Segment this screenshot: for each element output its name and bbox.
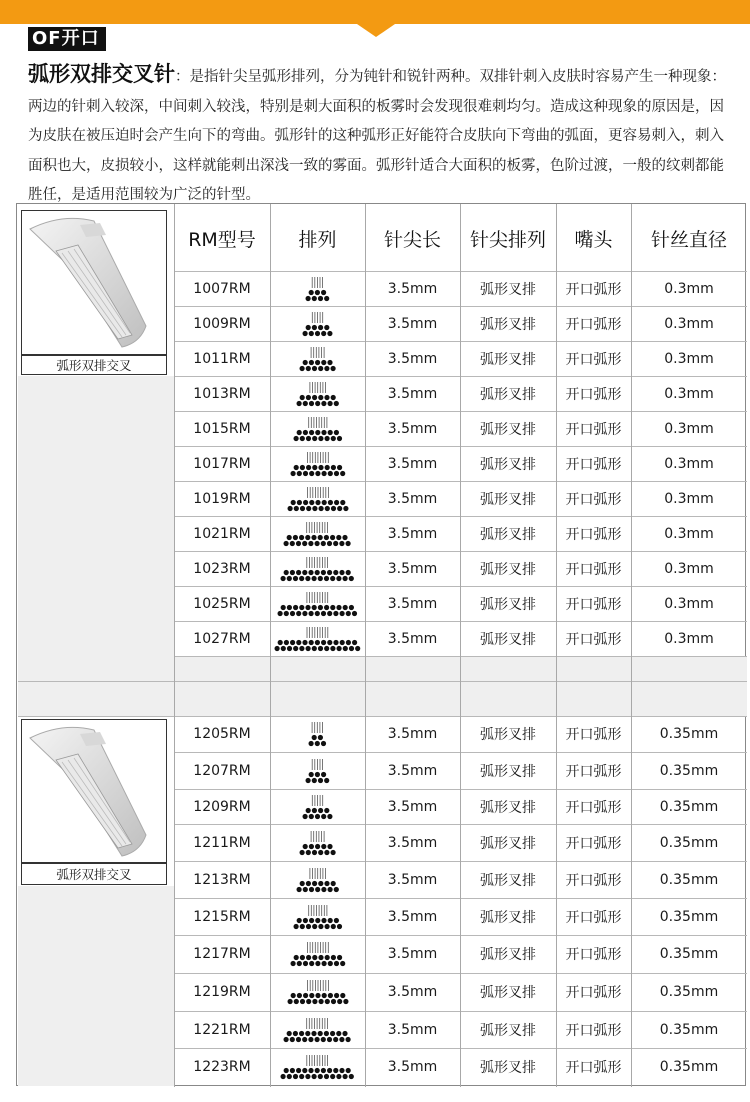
tip-length: 3.5mm <box>387 280 438 297</box>
needle-config-icon <box>303 757 332 785</box>
tip-length: 3.5mm <box>387 726 438 742</box>
needle-diameter: 0.35mm <box>659 762 719 779</box>
tip-length: 3.5mm <box>387 385 438 402</box>
needle-arrangement <box>270 306 365 341</box>
tip-type: 开口弧形 <box>565 763 622 780</box>
needle-diameter: 0.35mm <box>659 1021 719 1038</box>
model-number: 1219RM <box>193 984 251 1000</box>
tip-arrangement: 弧形叉排 <box>480 909 536 926</box>
tip-length: 3.5mm <box>387 1021 438 1038</box>
needle-config-icon <box>288 450 348 478</box>
needle-diameter: 0.35mm <box>659 946 719 962</box>
tip-length: 3.5mm <box>387 315 438 332</box>
tip-type: 开口弧形 <box>565 985 622 1001</box>
needle-diameter: 0.3mm <box>664 315 714 332</box>
intro-text: ：是指针尖呈弧形排列，分为钝针和锐针两种。双排针刺入皮肤时容易产生一种现象：两边的针刺入较深，中间刺入较浅，特别是刺大面积的板雾时会发现很难刺均匀。造成这种现象的原因是，因为皮肤在被压迫时会产生向下的弯曲。弧形针的这种弧形正好能符合皮肤向下弯曲的弧面，更容易刺入，刺入面积也大，皮损较小，这样就能刺出深浅一致的雾面。弧形针适合大面积的板雾，色阶过渡，一般的纹刺都能胜任，是适用范围较为广泛的针型。 <box>28 69 726 203</box>
tip-type: 开口弧形 <box>565 281 622 298</box>
needle-arrangement <box>270 341 365 376</box>
tip-arrangement: 弧形叉排 <box>480 1060 536 1076</box>
tip-arrangement: 弧形叉排 <box>480 456 536 473</box>
needle-arrangement <box>270 789 365 824</box>
left-gray-panel-top <box>18 376 174 681</box>
needle-diameter: 0.35mm <box>659 984 719 1000</box>
tip-type: 开口弧形 <box>565 351 622 368</box>
needle-diameter: 0.35mm <box>659 834 719 851</box>
needle-config-icon <box>300 310 335 338</box>
needle-config-icon <box>288 940 348 968</box>
model-number: 1215RM <box>193 908 251 925</box>
needle-config-icon <box>278 555 356 583</box>
needle-config-icon <box>285 978 351 1006</box>
needle-config-icon <box>291 903 345 931</box>
needle-arrangement <box>270 446 365 481</box>
needle-cartridge-image <box>22 211 166 354</box>
tip-type: 开口弧形 <box>565 526 622 543</box>
section-badge: OF开口 <box>28 27 106 51</box>
tip-arrangement: 弧形叉排 <box>480 491 536 508</box>
column-header: 排列 <box>298 229 337 251</box>
tip-length: 3.5mm <box>387 762 438 779</box>
model-number: 1213RM <box>193 871 251 888</box>
model-number: 1023RM <box>193 560 251 577</box>
model-number: 1025RM <box>193 595 251 612</box>
needle-arrangement <box>270 1011 365 1048</box>
needle-config-icon <box>294 866 341 894</box>
model-number: 1207RM <box>193 762 251 779</box>
needle-config-icon <box>285 485 351 513</box>
needle-diameter: 0.3mm <box>664 420 714 437</box>
tip-length: 3.5mm <box>387 630 438 647</box>
tip-arrangement: 弧形叉排 <box>480 1022 536 1039</box>
needle-diameter: 0.3mm <box>664 455 714 472</box>
tip-length: 3.5mm <box>387 595 438 612</box>
needle-config-icon <box>297 345 338 373</box>
needle-arrangement <box>270 586 365 621</box>
tip-type: 开口弧形 <box>565 421 622 438</box>
tip-length: 3.5mm <box>387 984 438 1000</box>
needle-arrangement <box>270 824 365 861</box>
needle-config-icon <box>291 415 345 443</box>
tip-length: 3.5mm <box>387 1059 438 1075</box>
column-header: 针丝直径 <box>650 229 727 251</box>
top-accent-bar <box>0 0 750 24</box>
needle-diameter: 0.3mm <box>664 385 714 402</box>
tip-length: 3.5mm <box>387 350 438 367</box>
model-number: 1209RM <box>193 798 251 815</box>
tip-type: 开口弧形 <box>565 909 622 926</box>
model-number: 1221RM <box>193 1021 251 1038</box>
model-number: 1009RM <box>193 315 251 332</box>
model-number: 1211RM <box>193 834 251 851</box>
needle-diameter: 0.3mm <box>664 595 714 612</box>
tip-type: 开口弧形 <box>565 835 622 852</box>
tip-arrangement: 弧形叉排 <box>480 985 536 1001</box>
tip-arrangement: 弧形叉排 <box>480 799 536 816</box>
model-number: 1021RM <box>193 525 251 542</box>
tip-arrangement: 弧形叉排 <box>480 727 536 743</box>
tip-length: 3.5mm <box>387 420 438 437</box>
needle-config-icon <box>275 590 360 618</box>
top-accent-notch <box>357 24 395 37</box>
tip-type: 开口弧形 <box>565 799 622 816</box>
needle-arrangement <box>270 898 365 935</box>
model-number: 1027RM <box>193 630 251 647</box>
tip-type: 开口弧形 <box>565 727 622 743</box>
needle-arrangement <box>270 621 365 656</box>
tip-arrangement: 弧形叉排 <box>480 596 536 613</box>
tip-type: 开口弧形 <box>565 1060 622 1076</box>
tip-length: 3.5mm <box>387 455 438 472</box>
product-caption: 弧形双排交叉 <box>21 355 167 375</box>
product-caption: 弧形双排交叉 <box>21 863 167 885</box>
tip-type: 开口弧形 <box>565 491 622 508</box>
intro-paragraph <box>28 60 736 211</box>
needle-config-icon <box>297 829 338 857</box>
needle-diameter: 0.35mm <box>659 798 719 815</box>
tip-type: 开口弧形 <box>565 872 622 889</box>
tip-type: 开口弧形 <box>565 456 622 473</box>
needle-diameter: 0.3mm <box>664 350 714 367</box>
needle-config-icon <box>300 793 335 821</box>
tip-arrangement: 弧形叉排 <box>480 281 536 298</box>
tip-type: 开口弧形 <box>565 561 622 578</box>
tip-arrangement: 弧形叉排 <box>480 561 536 578</box>
tip-arrangement: 弧形叉排 <box>480 351 536 368</box>
tip-arrangement: 弧形叉排 <box>480 763 536 780</box>
tip-arrangement: 弧形叉排 <box>480 872 536 889</box>
needle-arrangement <box>270 551 365 586</box>
needle-diameter: 0.35mm <box>659 871 719 888</box>
tip-type: 开口弧形 <box>565 947 622 963</box>
needle-cartridge-image <box>22 720 166 862</box>
model-number: 1019RM <box>193 490 251 507</box>
tip-type: 开口弧形 <box>565 596 622 613</box>
tip-type: 开口弧形 <box>565 631 622 648</box>
needle-config-icon <box>281 1016 353 1044</box>
column-header: 针尖长 <box>383 229 441 251</box>
tip-arrangement: 弧形叉排 <box>480 526 536 543</box>
needle-arrangement <box>270 752 365 789</box>
tip-length: 3.5mm <box>387 798 438 815</box>
model-number: 1017RM <box>193 455 251 472</box>
needle-config-icon <box>272 625 363 653</box>
needle-arrangement <box>270 716 365 752</box>
model-number: 1205RM <box>193 726 251 742</box>
tip-length: 3.5mm <box>387 871 438 888</box>
column-header: 针尖排列 <box>469 229 546 251</box>
tip-length: 3.5mm <box>387 560 438 577</box>
needle-config-icon <box>281 520 353 548</box>
needle-arrangement <box>270 481 365 516</box>
needle-arrangement <box>270 376 365 411</box>
product-photo <box>21 719 167 863</box>
needle-arrangement <box>270 271 365 306</box>
needle-arrangement <box>270 1048 365 1086</box>
tip-arrangement: 弧形叉排 <box>480 631 536 648</box>
needle-arrangement <box>270 861 365 898</box>
product-photo <box>21 210 167 355</box>
needle-arrangement <box>270 973 365 1011</box>
needle-diameter: 0.3mm <box>664 280 714 297</box>
model-number: 1013RM <box>193 385 251 402</box>
needle-config-icon <box>278 1053 356 1081</box>
needle-diameter: 0.35mm <box>659 908 719 925</box>
needle-config-icon <box>303 275 332 303</box>
needle-arrangement <box>270 935 365 973</box>
tip-type: 开口弧形 <box>565 1022 622 1039</box>
tip-arrangement: 弧形叉排 <box>480 835 536 852</box>
needle-diameter: 0.35mm <box>659 726 719 742</box>
model-number: 1217RM <box>193 946 251 962</box>
left-gray-panel-bottom <box>18 886 174 1086</box>
tip-arrangement: 弧形叉排 <box>480 386 536 403</box>
tip-length: 3.5mm <box>387 908 438 925</box>
section-divider <box>18 681 747 682</box>
needle-diameter: 0.3mm <box>664 560 714 577</box>
tip-arrangement: 弧形叉排 <box>480 316 536 333</box>
tip-length: 3.5mm <box>387 946 438 962</box>
column-header: RM型号 <box>188 229 256 251</box>
needle-arrangement <box>270 516 365 551</box>
separator-row-gray <box>18 681 747 716</box>
model-number: 1007RM <box>193 280 251 297</box>
needle-arrangement <box>270 411 365 446</box>
tip-arrangement: 弧形叉排 <box>480 421 536 438</box>
model-number: 1011RM <box>193 350 251 367</box>
needle-diameter: 0.3mm <box>664 525 714 542</box>
tip-type: 开口弧形 <box>565 316 622 333</box>
tip-length: 3.5mm <box>387 834 438 851</box>
model-number: 1015RM <box>193 420 251 437</box>
needle-config-icon <box>294 380 341 408</box>
column-header: 嘴头 <box>574 229 613 251</box>
needle-diameter: 0.3mm <box>664 630 714 647</box>
needle-config-icon <box>306 720 329 748</box>
model-number: 1223RM <box>193 1059 251 1075</box>
tip-arrangement: 弧形叉排 <box>480 947 536 963</box>
needle-diameter: 0.35mm <box>659 1059 719 1075</box>
needle-spec-table <box>16 203 746 1086</box>
tip-length: 3.5mm <box>387 490 438 507</box>
intro-term: 弧形双排交叉针 <box>28 62 175 86</box>
tip-type: 开口弧形 <box>565 386 622 403</box>
needle-diameter: 0.3mm <box>664 490 714 507</box>
tip-length: 3.5mm <box>387 525 438 542</box>
